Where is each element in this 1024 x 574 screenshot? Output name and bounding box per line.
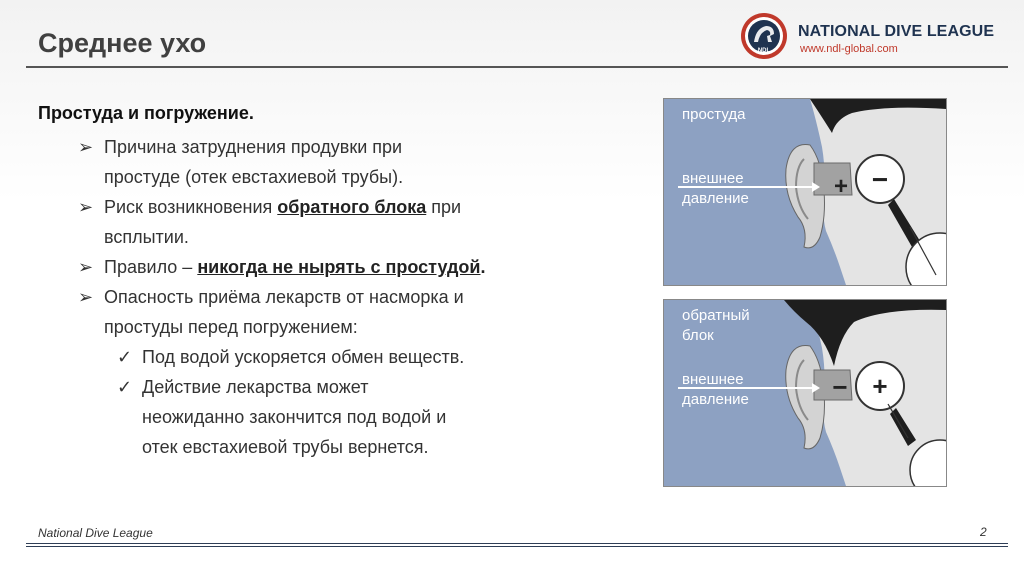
ear-diagram-reverse-block [663, 299, 947, 487]
checkmark-icon: ✓ [117, 377, 133, 397]
bullet-2-line-2: всплытии. [104, 227, 189, 247]
fig-1-pressure-line-1: внешнее [682, 170, 744, 187]
fig-2-label-line-1: обратный [682, 307, 750, 324]
footer-divider-2 [26, 546, 1008, 547]
ear-diagram-cold [663, 98, 947, 286]
bullet-4 [38, 282, 638, 342]
bullet-3-emphasis: никогда не нырять с простудой [197, 257, 481, 277]
bullet-2 [38, 192, 638, 252]
subbullet-1 [38, 342, 638, 372]
bullet-3 [38, 252, 638, 282]
subbullet-2 [38, 372, 638, 462]
bullet-1 [38, 132, 638, 192]
footer-org: National Dive League [38, 526, 153, 540]
logo-emblem-icon [740, 12, 788, 60]
fig-2-label-line-2: блок [682, 327, 714, 344]
arrow-bullet-icon: ➢ [78, 257, 94, 277]
logo-name: NATIONAL DIVE LEAGUE [798, 23, 995, 40]
fig-1-pressure-label [682, 169, 749, 209]
bullet-2-post: при [426, 197, 462, 217]
fig-2-pressure-line-1: внешнее [682, 371, 744, 388]
bullet-3-post: . [480, 257, 486, 277]
slide-content [38, 103, 638, 462]
subbullet-1-line-1: Под водой ускоряется обмен веществ. [142, 347, 465, 367]
page-number: 2 [980, 525, 987, 539]
bullet-2-pre: Риск возникновения [104, 197, 278, 217]
logo [740, 12, 1010, 60]
slide-title: Среднее ухо [38, 28, 207, 58]
fig-1-label-line-1: простуда [682, 106, 746, 123]
fig-2-pressure-label [682, 370, 749, 410]
bullet-4-line-1: Опасность приёма лекарств от насморка и [104, 287, 464, 307]
subbullet-2-line-3: отек евстахиевой трубы вернется. [142, 437, 429, 457]
cold-eardrum-sign: + [833, 173, 849, 200]
bullet-1-line-1: Причина затруднения продувки при [104, 137, 403, 157]
subbullet-2-line-2: неожиданно закончится под водой и [142, 407, 447, 427]
fig-1-pressure-line-2: давление [682, 190, 749, 207]
arrow-bullet-icon: ➢ [78, 137, 94, 157]
fig-2-label [682, 306, 750, 346]
block-middle-ear-sign: + [872, 371, 888, 401]
bullet-3-pre: Правило – [104, 257, 198, 277]
bullet-4-line-2: простуды перед погружением: [104, 317, 358, 337]
fig-1-label [682, 105, 745, 125]
logo-url: www.ndl-global.com [800, 43, 898, 55]
footer-divider [26, 543, 1008, 544]
cold-middle-ear-sign: − [871, 164, 889, 195]
arrow-bullet-icon: ➢ [78, 287, 94, 307]
subbullet-2-line-1: Действие лекарства может [142, 377, 369, 397]
bullet-1-line-2: простуде (отек евстахиевой трубы). [104, 167, 404, 187]
content-heading: Простуда и погружение. [38, 103, 254, 123]
fig-2-pressure-line-2: давление [682, 391, 749, 408]
title-divider [26, 66, 1008, 68]
checkmark-icon: ✓ [117, 347, 133, 367]
bullet-2-emphasis: обратного блока [277, 197, 427, 217]
block-eardrum-sign: − [832, 372, 848, 402]
arrow-bullet-icon: ➢ [78, 197, 94, 217]
logo-emblem-text: NDL [757, 48, 771, 54]
